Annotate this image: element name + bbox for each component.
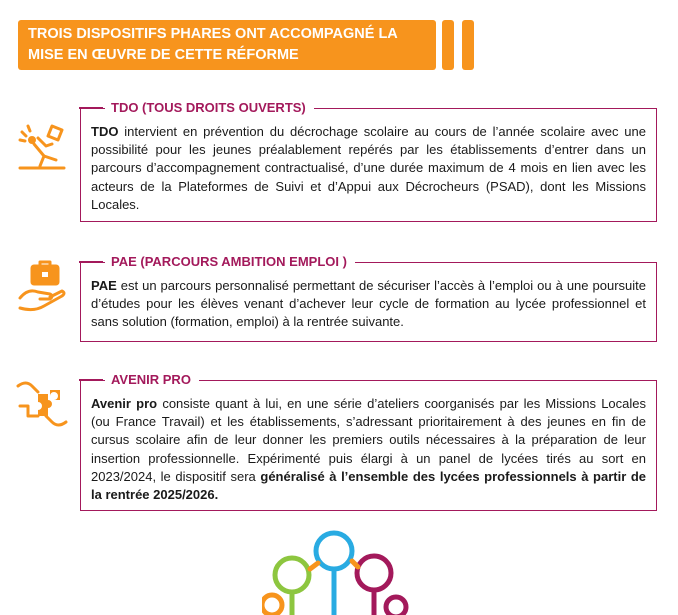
avenir-pro-text xyxy=(91,395,646,504)
header-accent-bar xyxy=(462,20,474,70)
tdo-section xyxy=(80,100,657,222)
pae-section xyxy=(80,254,657,342)
avenir-pro-body: consiste quant à lui, en une série d’ateliers coorganisés par les Missions Locales (ou France Travail) et les établissements, s’adressant prioritairement à des jeunes en fin de cursus scolaire afin de leur donner les premiers outils nécessaires à la préparation de leur insertion professionnelle. Expérimenté puis élargi à un panel de lycées tirés au sort en 2023/2024, le dispositif sera xyxy=(91,396,646,484)
tdo-text xyxy=(91,123,646,214)
tdo-lead: TDO xyxy=(91,124,119,139)
tdo-body: intervient en prévention du décrochage scolaire au cours de l’année scolaire avec une possibilité pour les jeunes préalablement repérés par les établissements d’entrer dans un parcours d’accompagnement contractualisé, d’une durée maximum de 4 mois en lien avec les acteurs de la Plateformes de Suivi et d’Appui aux Décrocheurs (PSAD), dont les Missions Locales. xyxy=(91,124,646,212)
avenir-pro-emphasis: généralisé à l’ensemble des lycées professionnels à partir de la rentrée 2025/2026. xyxy=(91,468,646,503)
puzzle-hands-icon xyxy=(14,376,70,432)
pae-body: est un parcours personnalisé permettant de sécuriser l’accès à l’emploi ou à une poursuite d’études pour les élèves venant d’achever leur cycle de formation au lycée professionnel et sans solution (formation, emploi) à la rentrée suivante. xyxy=(91,278,646,330)
header-line-1: TROIS DISPOSITIFS PHARES ONT ACCOMPAGNÉ LA xyxy=(28,26,398,42)
pae-text xyxy=(91,277,646,332)
avenir-pro-title: AVENIR PRO xyxy=(105,370,199,390)
header-line-2: MISE EN ŒUVRE DE CETTE RÉFORME xyxy=(28,47,299,63)
section-header xyxy=(18,20,436,70)
tdo-title: TDO (TOUS DROITS OUVERTS) xyxy=(105,98,314,118)
pae-title: PAE (PARCOURS AMBITION EMPLOI ) xyxy=(105,252,355,272)
briefcase-hand-icon xyxy=(16,258,72,314)
header-accent-bar xyxy=(442,20,454,70)
avenir-pro-lead: Avenir pro xyxy=(91,396,158,411)
pae-lead: PAE xyxy=(91,278,117,293)
people-network-icon xyxy=(262,525,412,615)
avenir-pro-section xyxy=(80,372,657,511)
falling-person-icon xyxy=(14,118,70,174)
